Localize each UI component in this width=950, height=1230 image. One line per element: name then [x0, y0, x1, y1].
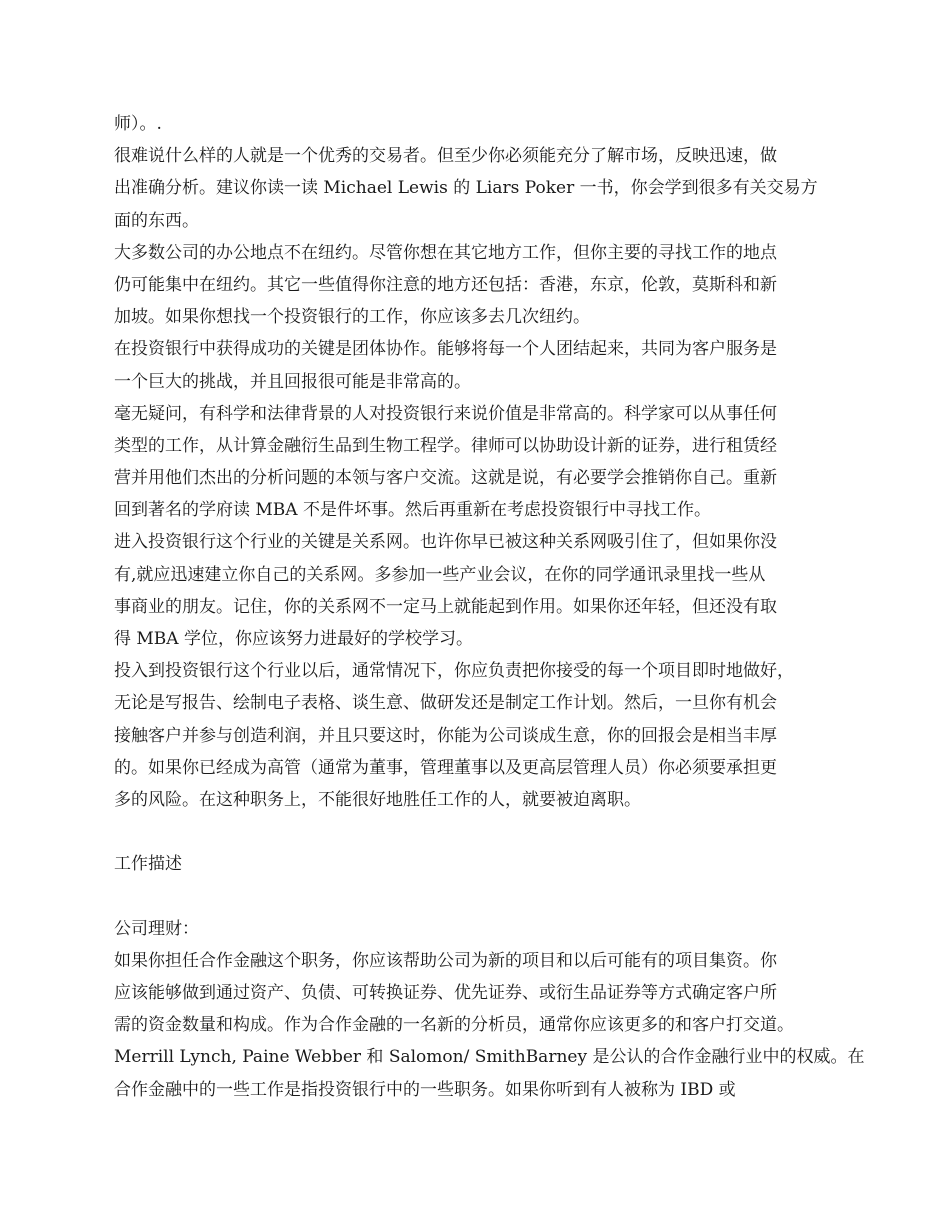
text-line: 师）。. [114, 114, 162, 134]
section-heading-corporate-finance: 公司理财： [114, 918, 199, 939]
section-heading-job-description: 工作描述 [114, 854, 182, 875]
text-line: 类型的工作，从计算金融衍生品到生物工程学。律师可以协助设计新的证券，进行租赁经 [114, 435, 777, 456]
text-line: 事商业的朋友。记住，你的关系网不一定马上就能起到作用。如果你还年轻，但还没有取 [114, 596, 777, 617]
text-line: 需的资金数量和构成。作为合作金融的一名新的分析员，通常你应该更多的和客户打交道。 [114, 1015, 794, 1036]
text-line: 仍可能集中在纽约。其它一些值得你注意的地方还包括：香港，东京，伦敦，莫斯科和新 [114, 274, 777, 295]
spacer [114, 881, 844, 913]
text-line: 的。如果你已经成为高管（通常为董事，管理董事以及更高层管理人员）你必须要承担更 [114, 757, 777, 778]
document-page [114, 108, 865, 1106]
spacer [114, 816, 844, 848]
text-line: 如果你担任合作金融这个职务，你应该帮助公司为新的项目和以后可能有的项目集资。你 [114, 950, 777, 971]
text-line: 很难说什么样的人就是一个优秀的交易者。但至少你必须能充分了解市场，反映迅速，做 [114, 146, 777, 167]
text-line: 营并用他们杰出的分析问题的本领与客户交流。这就是说，有必要学会推销你自己。重新 [114, 468, 777, 489]
text-line: 出准确分析。建议你读一读 Michael Lewis 的 Liars Poker 一书，你会学到很多有关交易方 [114, 178, 818, 199]
text-line: 回到著名的学府读 MBA 不是件坏事。然后再重新在考虑投资银行中寻找工作。 [114, 500, 711, 521]
text-block-corporate-finance [114, 945, 865, 1106]
text-line: 有,就应迅速建立你自己的关系网。多参加一些产业会议，在你的同学通讯录里找一些从 [114, 564, 766, 585]
text-line: 无论是写报告、绘制电子表格、谈生意、做研发还是制定工作计划。然后，一旦你有机会 [114, 693, 777, 714]
text-block-careers [114, 108, 844, 816]
text-line: 合作金融中的一些工作是指投资银行中的一些职务。如果你听到有人被称为 IBD 或 [114, 1079, 736, 1100]
text-line: 应该能够做到通过资产、负债、可转换证券、优先证券、或衍生品证券等方式确定客户所 [114, 983, 777, 1004]
text-line: 加坡。如果你想找一个投资银行的工作，你应该多去几次纽约。 [114, 307, 590, 328]
text-line: 面的东西。 [114, 210, 199, 231]
text-line: 在投资银行中获得成功的关键是团体协作。能够将每一个人团结起来，共同为客户服务是 [114, 339, 777, 360]
text-line: 毫无疑问，有科学和法律背景的人对投资银行来说价值是非常高的。科学家可以从事任何 [114, 403, 777, 424]
text-line: 得 MBA 学位，你应该努力进最好的学校学习。 [114, 629, 473, 649]
text-line: 大多数公司的办公地点不在纽约。尽管你想在其它地方工作，但你主要的寻找工作的地点 [114, 242, 777, 263]
text-line: 多的风险。在这种职务上，不能很好地胜任工作的人，就要被迫离职。 [114, 789, 641, 810]
text-line: 一个巨大的挑战，并且回报很可能是非常高的。 [114, 371, 471, 392]
text-line: Merrill Lynch, Paine Webber 和 Salomon/ SmithBarney 是公认的合作金融行业中的权威。在 [114, 1047, 865, 1068]
text-line: 接触客户并参与创造利润，并且只要这时，你能为公司谈成生意，你的回报会是相当丰厚 [114, 725, 777, 746]
text-line: 投入到投资银行这个行业以后，通常情况下，你应负责把你接受的每一个项目即时地做好， [114, 661, 794, 682]
text-line: 进入投资银行这个行业的关键是关系网。也许你早已被这种关系网吸引住了，但如果你没 [114, 532, 777, 553]
